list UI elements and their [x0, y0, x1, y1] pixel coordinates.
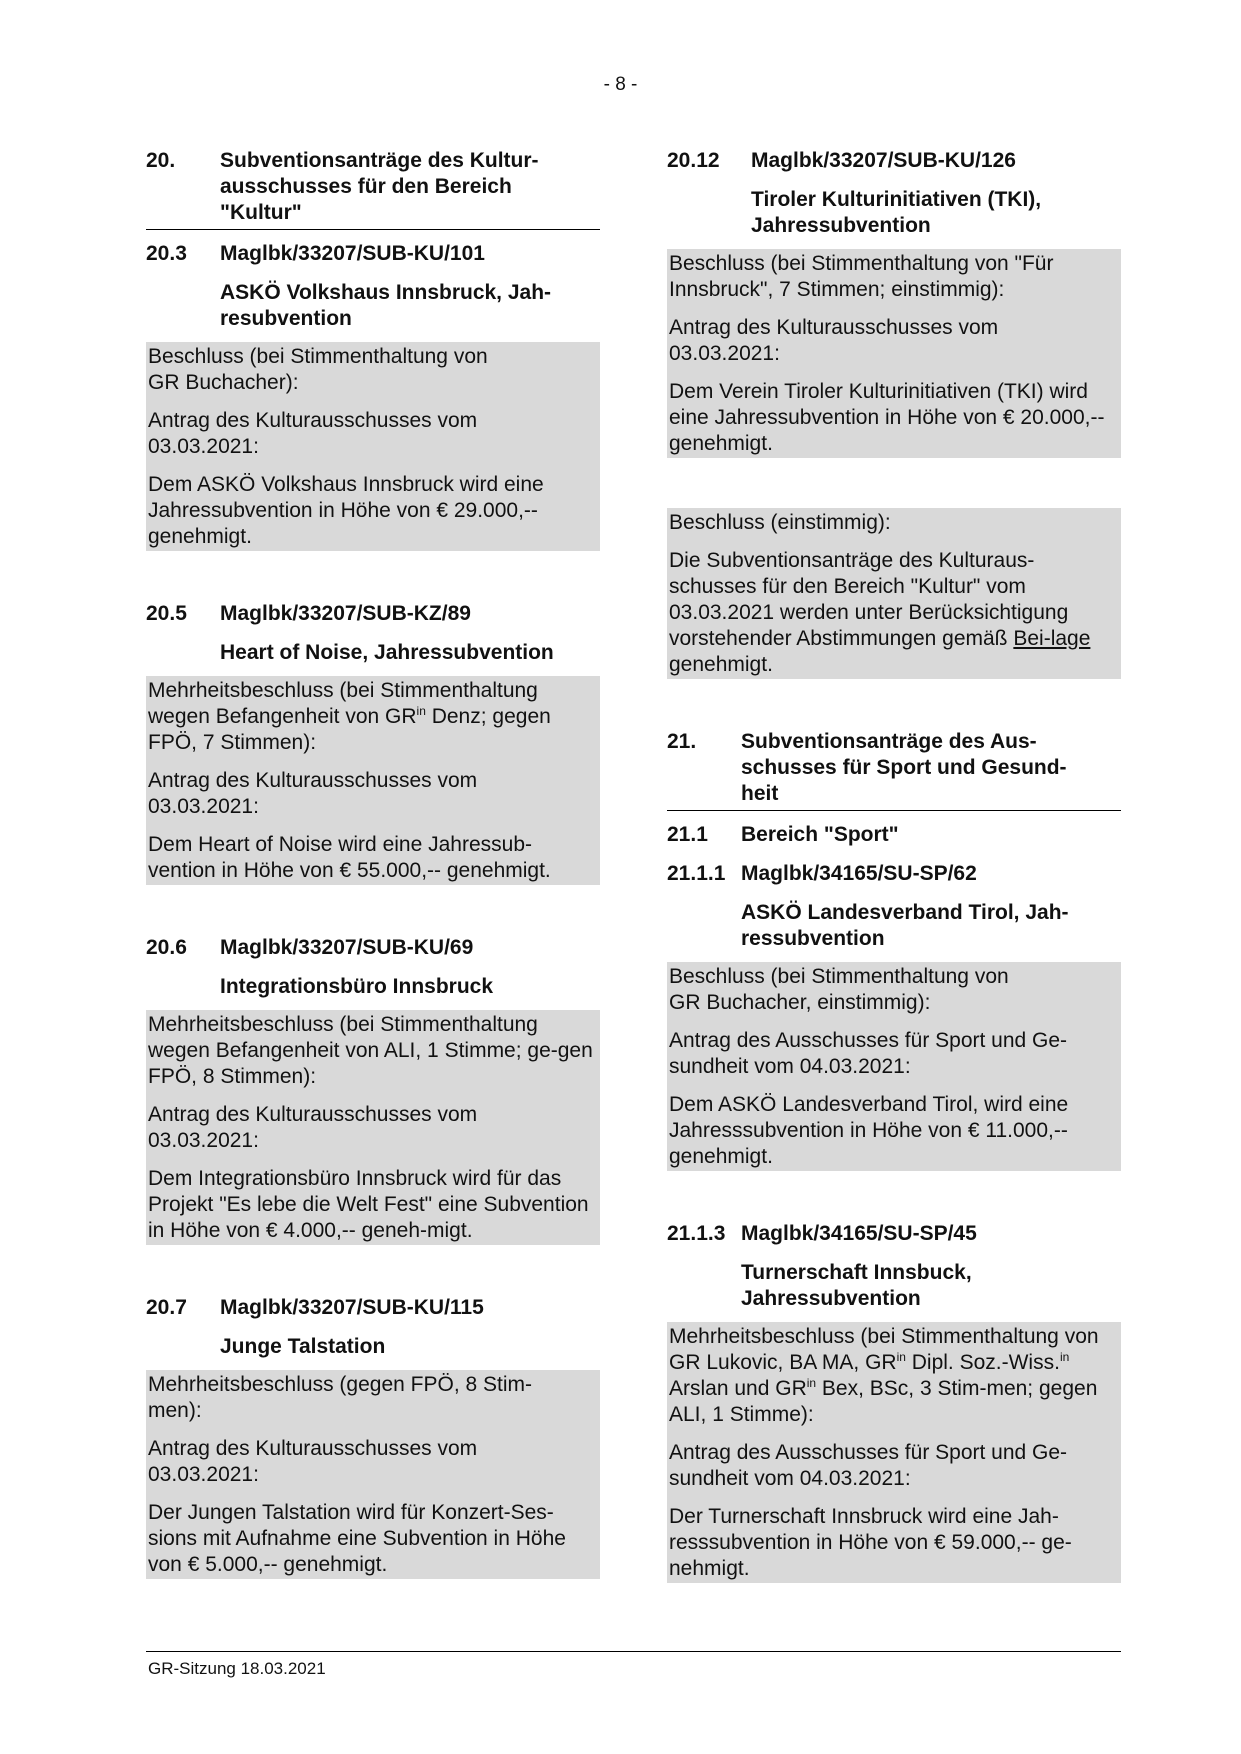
- resolution-vote: Mehrheitsbeschluss (bei Stimmenthaltung wegen Befangenheit von $GR^{in}$ Denz; gegen FPÖ, 7 Stimmen):: [148, 679, 551, 754]
- footer-divider: [146, 1651, 1121, 1652]
- resolution-box: [667, 962, 1121, 1171]
- item-20-3-heading: [146, 241, 600, 267]
- footer-text: GR-Sitzung 18.03.2021: [148, 1659, 326, 1678]
- resolution-motion: Antrag des Kulturausschusses vom 03.03.2021:: [148, 769, 478, 818]
- resolution-box: [146, 342, 600, 551]
- item-21-1-3-heading: [667, 1221, 1121, 1247]
- left-column: [146, 148, 600, 1579]
- item-title: Junge Talstation: [220, 1335, 386, 1358]
- section-20-heading: [146, 148, 600, 230]
- resolution-vote: Mehrheitsbeschluss (bei Stimmenthaltung wegen Befangenheit von ALI, 1 Stimme; ge-gen FPÖ, 8 Stimmen):: [148, 1013, 593, 1088]
- section-21-heading: [667, 729, 1121, 811]
- section-number: 20.: [146, 149, 176, 172]
- section-number: 21.: [667, 730, 697, 753]
- resolution-vote: Mehrheitsbeschluss (gegen FPÖ, 8 Stim-men):: [148, 1373, 532, 1422]
- item-reference: Maglbk/33207/SUB-KU/126: [751, 149, 1016, 172]
- right-column: [667, 148, 1121, 1583]
- resolution-vote: Beschluss (bei Stimmenthaltung von "Für Innsbruck", 7 Stimmen; einstimmig):: [669, 252, 1054, 301]
- item-title: ASKÖ Volkshaus Innsbruck, Jah-resubvention: [220, 281, 552, 330]
- item-20-6-heading: [146, 935, 600, 961]
- resolution-motion: Antrag des Kulturausschusses vom 03.03.2021:: [148, 409, 478, 458]
- resolution-motion: Antrag des Ausschusses für Sport und Ge-sundheit vom 04.03.2021:: [669, 1029, 1068, 1078]
- item-title: Tiroler Kulturinitiativen (TKI), Jahressubvention: [751, 188, 1042, 237]
- resolution-box: [667, 249, 1121, 458]
- resolution-vote: Beschluss (bei Stimmenthaltung von GR Buchacher):: [148, 345, 488, 394]
- item-number: 20.3: [146, 242, 187, 265]
- item-20-7-heading: [146, 1295, 600, 1321]
- resolution-vote: Beschluss (bei Stimmenthaltung von GR Buchacher, einstimmig):: [669, 965, 1009, 1014]
- item-title: ASKÖ Landesverband Tirol, Jah-ressubvention: [741, 901, 1069, 950]
- summary-vote: Beschluss (einstimmig):: [669, 511, 891, 534]
- section-title: Subventionsanträge des Kultur-ausschusses für den Bereich "Kultur": [220, 149, 539, 224]
- item-number: 20.12: [667, 149, 720, 172]
- item-reference: Maglbk/33207/SUB-KZ/89: [220, 602, 471, 625]
- section-title: Subventionsanträge des Aus-schusses für Sport und Gesund-heit: [741, 730, 1067, 805]
- item-reference: Maglbk/33207/SUB-KU/101: [220, 242, 485, 265]
- resolution-box: [146, 1010, 600, 1245]
- item-number: 20.7: [146, 1296, 187, 1319]
- resolution-motion: Antrag des Kulturausschusses vom 03.03.2021:: [148, 1103, 478, 1152]
- item-20-12-heading: [667, 148, 1121, 174]
- summary-text: Die Subventionsanträge des Kulturaus-schusses für den Bereich "Kultur" vom 03.03.2021 werden unter Berücksichtigung vorstehender Abstimmungen gemäß Bei-lage genehmigt.: [669, 549, 1091, 676]
- beilage-link[interactable]: Bei-lage: [1013, 627, 1091, 650]
- resolution-text: Der Turnerschaft Innsbruck wird eine Jah-resssubvention in Höhe von € 59.000,-- ge-nehmigt.: [669, 1505, 1072, 1580]
- resolution-text: Dem ASKÖ Volkshaus Innsbruck wird eine Jahressubvention in Höhe von € 29.000,-- genehmigt.: [148, 473, 544, 548]
- resolution-box: [146, 676, 600, 885]
- item-number: 21.1.3: [667, 1222, 726, 1245]
- item-reference: Maglbk/34165/SU-SP/62: [741, 862, 977, 885]
- item-number: 20.6: [146, 936, 187, 959]
- item-title: Integrationsbüro Innsbruck: [220, 975, 494, 998]
- resolution-box: [667, 1322, 1121, 1583]
- item-number: 21.1: [667, 823, 708, 846]
- page-number: - 8 -: [603, 74, 638, 95]
- resolution-motion: Antrag des Kulturausschusses vom 03.03.2021:: [669, 316, 999, 365]
- item-number: 21.1.1: [667, 862, 726, 885]
- resolution-motion: Antrag des Kulturausschusses vom 03.03.2021:: [148, 1437, 478, 1486]
- item-title: Heart of Noise, Jahressubvention: [220, 641, 554, 664]
- resolution-text: Dem ASKÖ Landesverband Tirol, wird eine Jahresssubvention in Höhe von € 11.000,-- genehmigt.: [669, 1093, 1069, 1168]
- resolution-text: Dem Integrationsbüro Innsbruck wird für das Projekt "Es lebe die Welt Fest" eine Subvention in Höhe von € 4.000,-- geneh-migt.: [148, 1167, 589, 1242]
- item-21-1-1-heading: [667, 861, 1121, 887]
- resolution-text: Dem Heart of Noise wird eine Jahressub-vention in Höhe von € 55.000,-- genehmigt.: [148, 833, 551, 882]
- summary-resolution-box: [667, 508, 1121, 679]
- item-reference: Maglbk/33207/SUB-KU/115: [220, 1296, 484, 1319]
- resolution-motion: Antrag des Ausschusses für Sport und Ge-sundheit vom 04.03.2021:: [669, 1441, 1068, 1490]
- item-20-5-heading: [146, 601, 600, 627]
- item-title: Bereich "Sport": [741, 823, 899, 846]
- resolution-text: Dem Verein Tiroler Kulturinitiativen (TKI) wird eine Jahressubvention in Höhe von € 20.000,-- genehmigt.: [669, 380, 1105, 455]
- resolution-text: Der Jungen Talstation wird für Konzert-Ses-sions mit Aufnahme eine Subvention in Höhe von € 5.000,-- genehmigt.: [148, 1501, 566, 1576]
- item-reference: Maglbk/34165/SU-SP/45: [741, 1222, 977, 1245]
- item-21-1-heading: [667, 822, 1121, 848]
- resolution-vote: Mehrheitsbeschluss (bei Stimmenthaltung von GR Lukovic, BA MA, $GR^{in}$ Dipl. Soz.-Wiss.$^{in}$ Arslan und $GR^{in}$ Bex, BSc, 3 Stim-men; gegen ALI, 1 Stimme):: [669, 1325, 1099, 1426]
- resolution-box: [146, 1370, 600, 1579]
- item-title: Turnerschaft Innsbuck, Jahressubvention: [741, 1261, 972, 1310]
- item-number: 20.5: [146, 602, 187, 625]
- item-reference: Maglbk/33207/SUB-KU/69: [220, 936, 474, 959]
